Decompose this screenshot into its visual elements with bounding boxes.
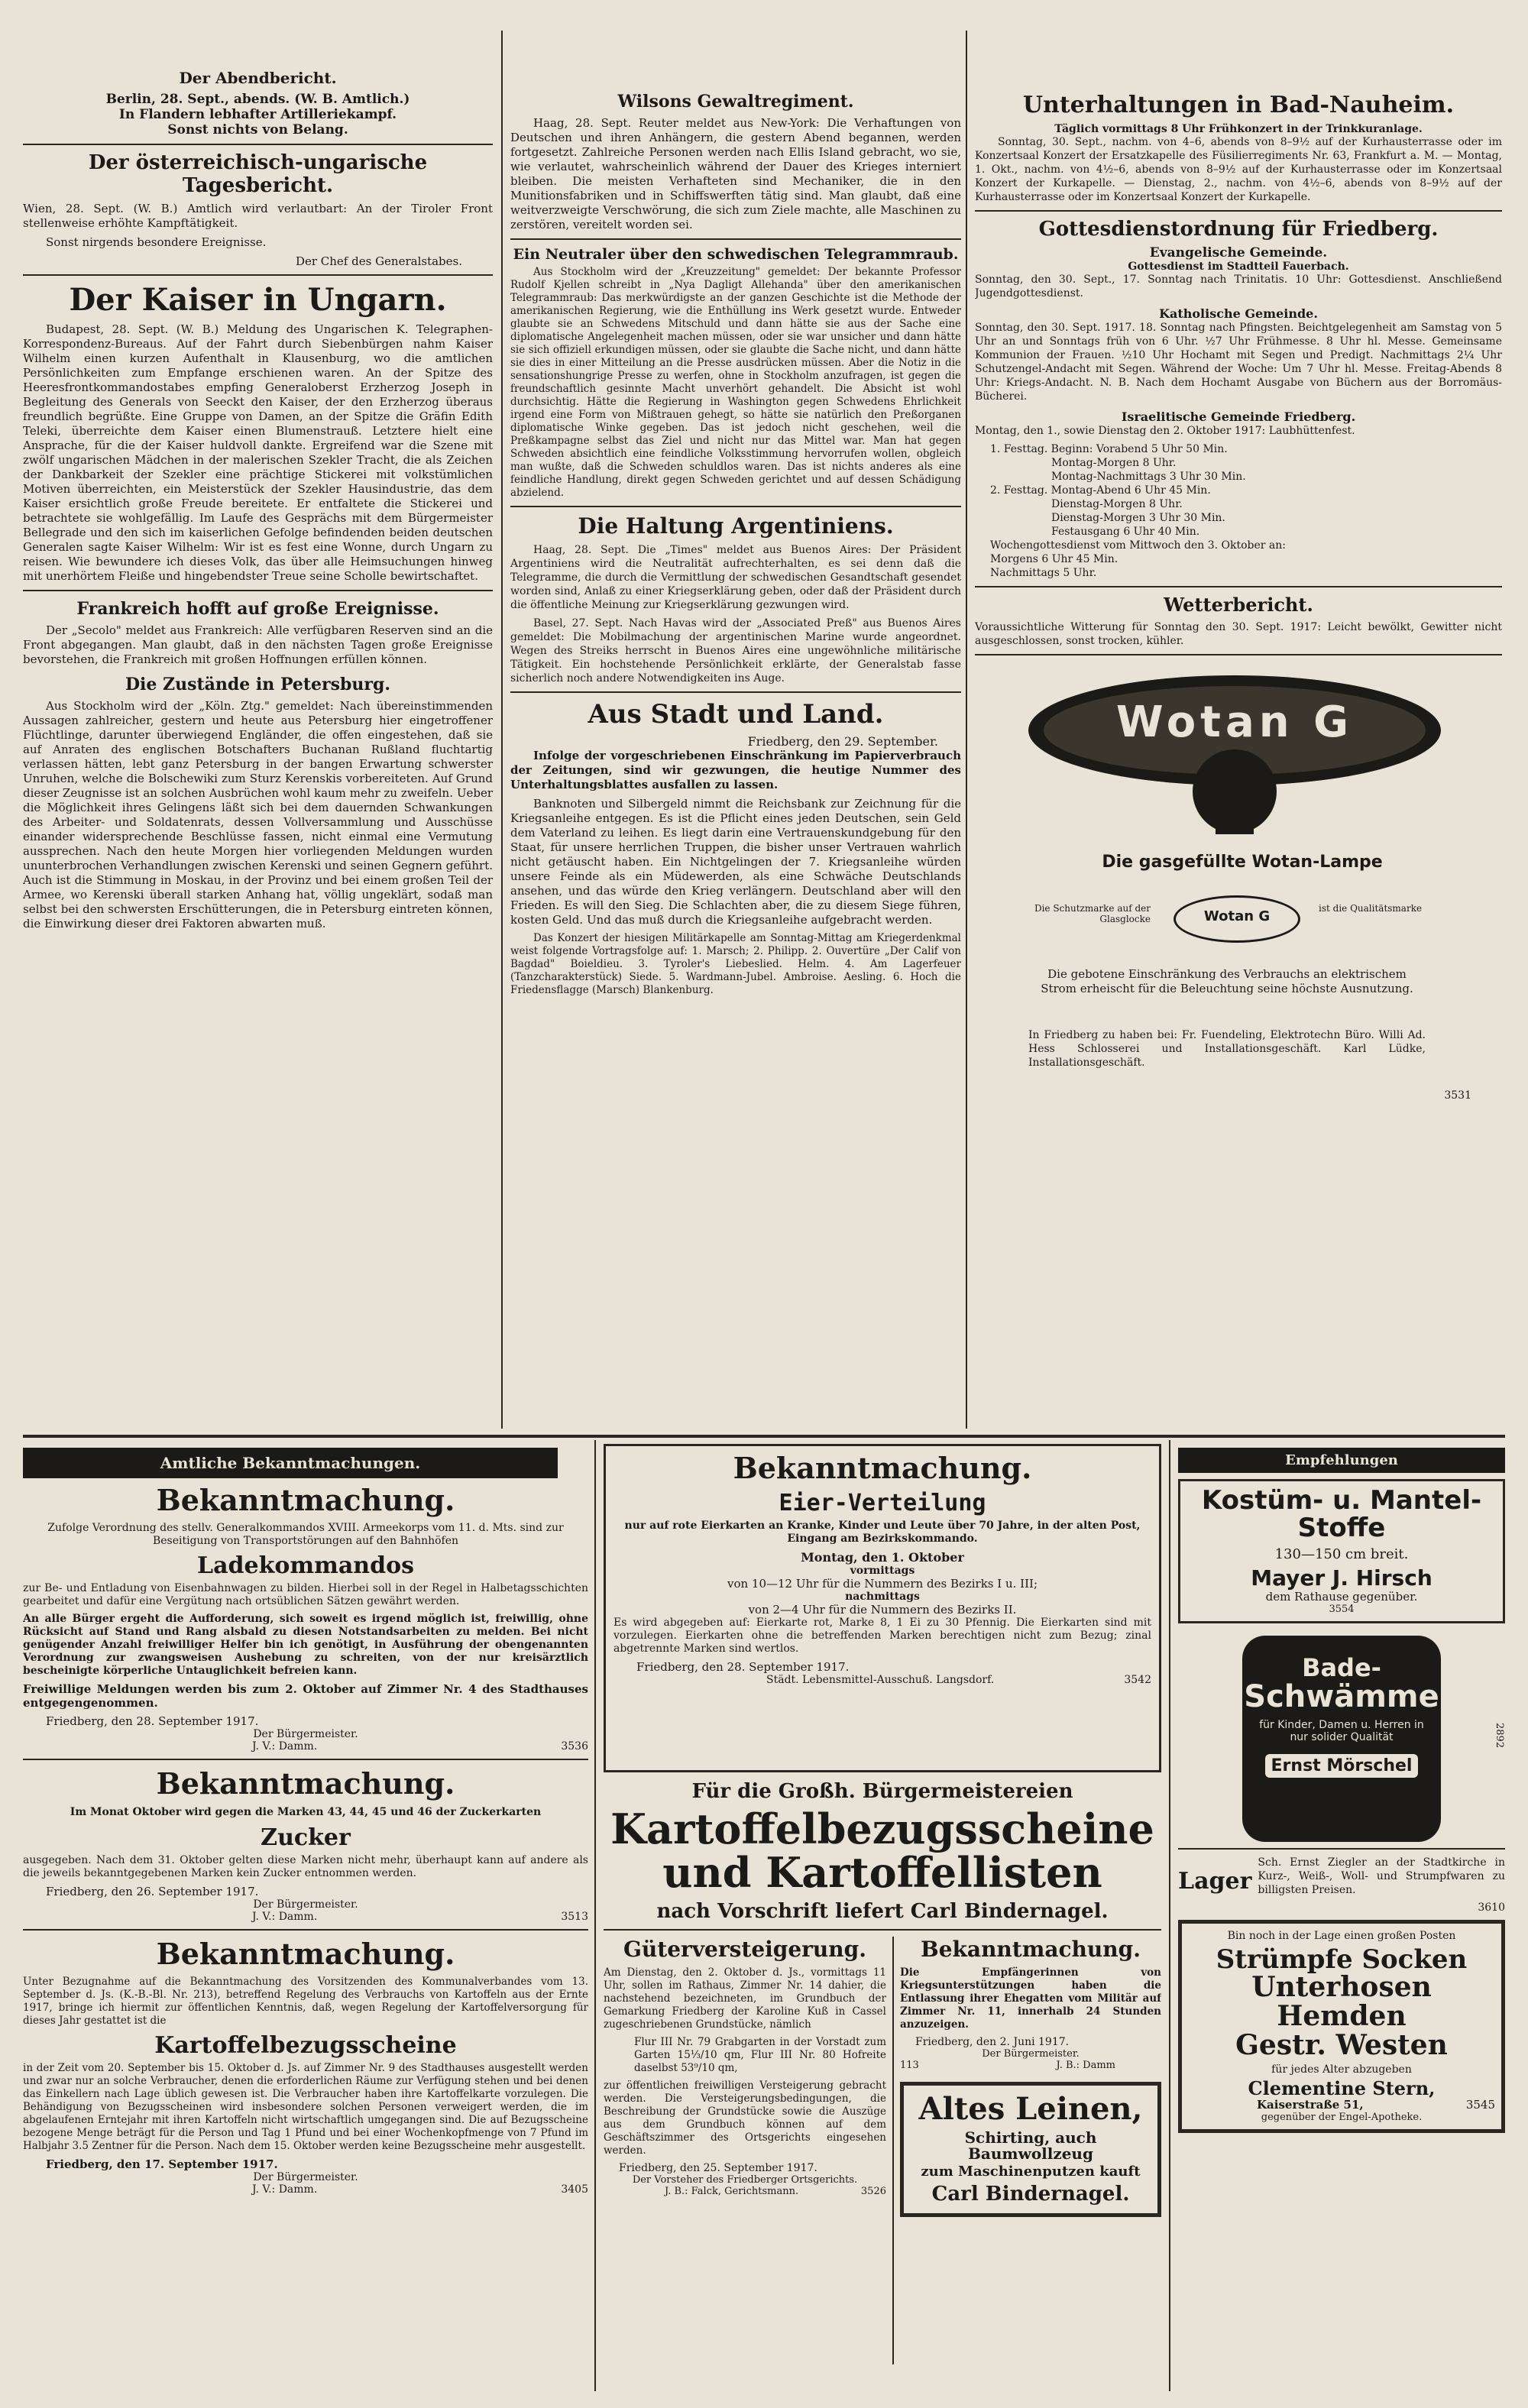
kaiser-text: Budapest, 28. Sept. (W. B.) Meldung des Ungarischen K. Telegraphen-Korrespondenz-Bureaus. Auf der Fahrt durch Siebenbürgen nahm Kaiser Wilhelm einen kurzen Aufenthalt in Klausenburg, wo die amtlichen Persönlichkeiten zum Empfange erschienen waren. An der Spitze des Heeresfrontkommandostabes empfing Generaloberst Erzherzog Joseph in Begleitung des Generals von Seeckt den Kaiser, der den Erzherzog überaus freundlich begrüßte. Eine Gruppe von Damen, an der Spitze die Gräfin Edith Teleki, überreichte dem Kaiser einen Blumenstrauß. Letztere hielt eine Ansprache, für die der Kaiser huldvoll dankte. Ergreifend war die Szene mit zwölf ungarischen Mädchen in der malerischen Szekler Tracht, die als Zeichen der Dankbarkeit der Szekler eine prächtige Stickerei mit volkstümlichen Motiven überreichten, ein Meisterstück der Szekler Hausindustrie, das dem Kaiser ersichtlich große Freude bereitete. Er entfaltete die Stickerei und betrachtete sie wohlgefällig. Im Laufe des Gesprächs mit dem Bürgermeister Bellegrade und den sich im kaiserlichen Gefolge befindenden beiden deutschen Generalen sagte Kaiser Wilhelm: Wir ist es fest eine Wonne, durch Ungarn zu reisen. Wie bewundere ich dieses Volk, das über alle Heimsuchungen hinweg mit unerhörtem Fleiße und hingebendster Treue seine Scholle bewirtschaftet. — [23, 322, 493, 583]
stadt-title: Aus Stadt und Land. — [588, 699, 884, 730]
divider — [510, 506, 961, 507]
gueter-date: Friedberg, den 25. September 1917. — [619, 2162, 817, 2175]
column-middle — [510, 92, 961, 1429]
str-name: Clementine Stern, — [1248, 2076, 1436, 2099]
bek4-sign: Der Bürgermeister. — [982, 2048, 1080, 2060]
gueter-text: Flur III Nr. 79 Grabgarten in der Vorstadt zum Garten 15⅓/10 qm, Flur III Nr. 80 Hofreite daselbst 53⁹/10 qm, — [634, 2036, 886, 2075]
str-head: Strümpfe Socken — [1216, 1944, 1468, 1975]
b2-sign: J. V.: Damm. — [252, 1911, 318, 1923]
eier-head: Eier-Verteilung — [779, 1490, 986, 1516]
b3-date: Friedberg, den 17. September 1917. — [46, 2157, 278, 2171]
wotan-mark-left: Die Schutzmarke auf der Glasglocke — [1034, 903, 1151, 924]
leinen-ad — [900, 2082, 1161, 2216]
kaiser-title: Der Kaiser in Ungarn. — [69, 282, 447, 318]
ad-number: 2892 — [1494, 1723, 1505, 1749]
lager-text: Sch. Ernst Ziegler an der Stadtkirche in Kurz-, Weiß-, Woll- und Strumpfwaren zu billigsten Preisen. — [1258, 1856, 1505, 1896]
gueter-text: zur öffentlichen freiwilligen Versteigerung gebracht werden. Die Versteigerungsbedingungen, die Beschreibung der Grundstücke sowie die Auszüge aus dem Grundbuch können auf dem Geschäftszimmer des Ortsgerichts eingesehen werden. — [604, 2079, 886, 2157]
argent-text: Basel, 27. Sept. Nach Havas wird der „Associated Preß" aus Buenos Aires gemeldet: Die Mobilmachung der argentinischen Marine wurde angeordnet. Wegen des Streiks herrscht in Buenos Aires eine ungewöhnliche militärische Tätigkeit. Ein hochstehende Persönlichkeit erklärte, der Generalstab fasse sicherlich noch andere Notwendigkeiten ins Auge. — [510, 617, 961, 685]
column-rule — [1169, 1440, 1170, 2391]
isr-text: Montag, den 1., sowie Dienstag den 2. Oktober 1917: Laubhüttenfest. — [975, 425, 1355, 437]
lower-mid-right — [900, 1937, 1161, 2364]
b1-date: Friedberg, den 28. September 1917. — [46, 1714, 259, 1728]
ad-number: 3536 — [561, 1740, 588, 1753]
isr-line: 1. Festtag. Beginn: Vorabend 5 Uhr 50 Min. — [990, 443, 1228, 455]
wotan-ad — [975, 662, 1502, 1135]
ad-number: 3531 — [1444, 1089, 1471, 1102]
b1-head: Ladekommandos — [196, 1552, 414, 1579]
str-addr: Kaiserstraße 51, — [1257, 2098, 1364, 2112]
b3-text: in der Zeit vom 20. September bis 15. Oktober d. Js. auf Zimmer Nr. 9 des Stadthauses ausgestellt werden und zwar nur an solche Verbraucher, denen die erforderlichen Räume zur Verfügung stehen und bei denen das Einkellern nach Lage üblich gewesen ist. Die Verbraucher haben ihre Kartoffelkarte vorzulegen. Die Behändigung von Bezugsscheinen wird insbesondere solchen Personen verweigert werden, die im abgelaufenen Erntejahr mit ihren Kartoffeln nicht wirtschaftlich umgegangen sind. Die auf Bezugsscheine bezogene Menge beträgt für die Person und Tag 1 Pfund und bei einer Wochenkopfmenge von 7 Pfund im Halbjahr 3.5 Zentner für die Person. Nach dem 15. Oktober werden keine Bezugsscheine mehr ausgestellt. — [23, 2062, 588, 2152]
lager-word: Lager — [1178, 1867, 1252, 1895]
str-text: für jedes Alter abzugeben — [1271, 2063, 1412, 2076]
wetter-text: Voraussichtliche Witterung für Sonntag den 30. Sept. 1917: Leicht bewölkt, Gewitter nicht ausgeschlossen, sonst trocken, kühler. — [975, 621, 1502, 647]
divider — [23, 144, 493, 145]
section-rule — [23, 1435, 1505, 1438]
str-addr: gegenüber der Engel-Apotheke. — [1261, 2112, 1423, 2124]
kath-title: Katholische Gemeinde. — [1159, 306, 1318, 321]
eier-text: von 2—4 Uhr für die Nummern des Bezirks II. — [748, 1603, 1017, 1617]
bek4-text: Die Empfängerinnen von Kriegsunterstützungen haben die Entlassung ihrer Ehegatten vom Militär auf Zimmer Nr. 11, innerhalb 24 Stunden anzuzeigen. — [900, 1966, 1161, 2031]
kostuem-head: Kostüm- u. Mantel-Stoffe — [1201, 1485, 1482, 1543]
abend-title: Der Abendbericht. — [179, 69, 337, 87]
gueter-sign: J. B.: Falck, Gerichtsmann. — [665, 2186, 799, 2198]
eier-day: Montag, den 1. Oktober — [801, 1550, 964, 1565]
wotan-mark-logo: Wotan G — [1174, 895, 1300, 943]
eier-label: nachmittags — [845, 1591, 920, 1603]
b2-date: Friedberg, den 26. September 1917. — [46, 1885, 259, 1898]
b2-sign: Der Bürgermeister. — [253, 1898, 358, 1911]
divider — [975, 586, 1502, 587]
empfehlungen-bar: Empfehlungen — [1178, 1448, 1505, 1473]
divider — [23, 590, 493, 591]
b1-text: zur Be- und Entladung von Eisenbahnwagen zu bilden. Hierbei soll in der Regel in Halbetagsschichten gearbeitet und dafür eine Vergütung nach ortsüblichen Sätzen gewährt werden. — [23, 1582, 588, 1607]
isr-line: Dienstag-Morgen 8 Uhr. — [1051, 498, 1183, 510]
lower-middle — [604, 1444, 1161, 2391]
eier-notice — [604, 1444, 1161, 1772]
str-head: Gestr. Westen — [1235, 2029, 1448, 2062]
gueter-notice — [604, 1937, 886, 2364]
wilson-text: Haag, 28. Sept. Reuter meldet aus New-York: Die Verhaftungen von Deutschen und ihren Anhängern, die gestern Abend begannen, werden fortgesetzt. Zahlreiche Personen werden nach Ellis Island gebracht, wo sie, wie verlautet, wahrscheinlich während der Dauer des Krieges interniert bleiben. Die meisten Verhafteten sind Mechaniker, die in den Munitionsfabriken und in Schiffswerften tätig sind. Man glaubt, daß eine weitverzweigte Verschwörung, die sich zum Ziele machte, alle Maschinen zu zerstören, vereitelt worden sei. — [510, 116, 961, 231]
strumpf-ad — [1178, 1920, 1505, 2133]
argent-title: Die Haltung Argentiniens. — [578, 513, 894, 539]
bek4-title: Bekanntmachung. — [921, 1937, 1141, 1963]
divider — [23, 274, 493, 276]
abend-line: In Flandern lebhafter Artilleriekampf. — [118, 107, 397, 122]
eier-text: Es wird abgegeben auf: Eierkarte rot, Marke 8, 1 Ei zu 30 Pfennig. Die Eierkarten sind mit vorzulegen. Eierkarten ohne die betreffenden Marken berechtigen nicht zum Bezug; zinal abgetrennte Marken sind wertlos. — [613, 1617, 1151, 1655]
b2-title: Bekanntmachung. — [156, 1766, 455, 1801]
abend-line: Berlin, 28. Sept., abends. (W. B. Amtlich.) — [105, 92, 410, 107]
divider — [23, 1929, 588, 1931]
wotan-tagline: Die gasgefüllte Wotan-Lampe — [1102, 853, 1383, 872]
bade-head: Schwämme — [1244, 1679, 1439, 1715]
b3-text: Unter Bezugnahme auf die Bekanntmachung des Vorsitzenden des Kommunalverbandes vom 13. September d. Js. (K.-B.-Bl. Nr. 213), betreffend Regelung des Verbrauchs von Kartoffeln aus der Ernte 1917, bringe ich hiermit zur öffentlichen Kenntnis, daß, wegen Regelung der Kartoffelversorgung für dieses Jahr gestattet ist die — [23, 1976, 588, 2027]
isr-line: Nachmittags 5 Uhr. — [990, 567, 1097, 579]
column-rule — [594, 1440, 596, 2391]
eier-text: von 10—12 Uhr für die Nummern des Bezirks I u. III; — [727, 1577, 1038, 1591]
gueter-title: Güterversteigerung. — [623, 1937, 866, 1963]
bek4-sign: J. B.: Damm — [1056, 2060, 1115, 2072]
leinen-text: zum Maschinenputzen kauft — [921, 2164, 1141, 2180]
eier-date: Friedberg, den 28. September 1917. — [636, 1660, 850, 1674]
b3-sign: J. V.: Damm. — [252, 2183, 318, 2196]
kostuem-ad — [1178, 1479, 1505, 1623]
b1-text: Zufolge Verordnung des stellv. Generalkommandos XVIII. Armeekorps vom 11. d. Mts. sind zur Beseitigung von Transportstörungen auf den Bahnhöfen — [47, 1522, 564, 1547]
column-rule — [501, 31, 503, 1429]
wotan-mark-row — [998, 891, 1487, 944]
gueter-sign: Der Vorsteher des Friedberger Ortsgerichts. — [632, 2174, 858, 2186]
ad-number: 3545 — [1465, 2098, 1495, 2112]
kostuem-addr: dem Rathause gegenüber. — [1265, 1589, 1418, 1604]
bade-text: für Kinder, Damen u. Herren in nur solider Qualität — [1259, 1719, 1424, 1744]
ad-number: 3554 — [1329, 1603, 1355, 1615]
neutral-title: Ein Neutraler über den schwedischen Telegrammraub. — [513, 246, 959, 263]
stadt-text: Banknoten und Silbergeld nimmt die Reichsbank zur Zeichnung für die Kriegsanleihe entgegen. Es ist die Pflicht eines jeden Deutschen, sein Geld dem Vaterland zu leihen. Es liegt darin eine Vertrauenskundgebung für den Staat, für unsere herrlichen Truppen, die bisher unser Vertrauen wahrlich nicht getäuscht haben. Ein Nichtgelingen der 7. Kriegsanleihe würden unsere Feinde als ein Müdewerden, als eine Schwäche Deutschlands ansehen, und das würde den Krieg verlängern. Deutschland aber will den Frieden. Es will den Sieg. Die Schlachten aber, die zu diesem Siege führen, kosten Geld. Und das muß durch die Kriegsanleihe aufgebracht werden. — [510, 797, 961, 927]
ad-number: 3610 — [1478, 1901, 1505, 1914]
stadt-date: Friedberg, den 29. September. — [747, 734, 938, 749]
b2-head: Zucker — [261, 1824, 351, 1851]
divider — [1178, 1848, 1505, 1850]
isr-line: 2. Festtag. Montag-Abend 6 Uhr 45 Min. — [990, 484, 1211, 497]
bade-name: Ernst Mörschel — [1265, 1754, 1418, 1778]
oesterr-signature: Der Chef des Generalstabes. — [295, 254, 462, 268]
bade-ad — [1242, 1636, 1441, 1842]
gueter-text: Am Dienstag, den 2. Oktober d. Js., vormittags 11 Uhr, sollen im Rathaus, Zimmer Nr. 14 dahier, die nachstehend bezeichneten, im Grundbuch der Gemarkung Friedberg der Karoline Kuß in Cassel zugeschriebenen Grundstücke, nämlich — [604, 1966, 886, 2031]
b1-text: Freiwillige Meldungen werden bis zum 2. Oktober auf Zimmer Nr. 4 des Stadthauses entgegengenommen. — [23, 1682, 588, 1710]
amtliche-section — [23, 1448, 588, 2391]
wilson-title: Wilsons Gewaltregiment. — [617, 92, 854, 112]
isr-line: Dienstag-Morgen 3 Uhr 30 Min. — [1051, 512, 1225, 524]
divider — [510, 238, 961, 240]
oesterr-text: Wien, 28. Sept. (W. B.) Amtlich wird verlautbart: An der Tiroler Front stellenweise erhöhte Kampftätigkeit. — [23, 202, 493, 230]
empfehlungen-section — [1178, 1448, 1505, 2391]
str-text: Bin noch in der Lage einen großen Posten — [1227, 1929, 1456, 1942]
ev-text: Sonntag, den 30. Sept., 17. Sonntag nach Trinitatis. 10 Uhr: Gottesdienst. Anschließend Jugendgottesdienst. — [975, 273, 1502, 299]
peters-title: Die Zustände in Petersburg. — [125, 675, 391, 694]
eier-sign: Städt. Lebensmittel-Ausschuß. Langsdorf. — [766, 1674, 995, 1686]
kart-head: und Kartoffellisten — [662, 1847, 1102, 1897]
leinen-name: Carl Bindernagel. — [931, 2183, 1130, 2206]
column-rule — [966, 31, 967, 1429]
isr-schedule — [975, 442, 1502, 580]
b2-text: Im Monat Oktober wird gegen die Marken 43, 44, 45 und 46 der Zuckerkarten — [70, 1806, 542, 1818]
kath-text: Sonntag, den 30. Sept. 1917. 18. Sonntag nach Pfingsten. Beichtgelegenheit am Samstag von 5 Uhr an und Sonntags früh von 6 Uhr. ½7 Uhr Frühmesse. 8 Uhr hl. Messe. Gemeinsame Kommunion der Frauen. ½10 Uhr Hochamt mit Segen und Predigt. Nachmittags 2¼ Uhr Schutzengel-Andacht mit Segen. Während der Woche: Um 7 Uhr hl. Messe. Freitag-Abends 8 Uhr: Kriegs-Andacht. N. B. Nach dem Hochamt Ausgabe von Büchern aus der Borromäus-Bücherei. — [975, 322, 1502, 403]
column-right — [975, 92, 1502, 1429]
wetter-title: Wetterbericht. — [1164, 594, 1313, 616]
kostuem-name: Mayer J. Hirsch — [1251, 1565, 1432, 1591]
column-left — [23, 69, 493, 1429]
peters-text: Aus Stockholm wird der „Köln. Ztg." gemeldet: Nach übereinstimmenden Aussagen zahlreicher, gestern und heute aus Petersburg hier eingetroffener Flüchtlinge, darunter überwiegend Engländer, die offen eingestehen, daß sie auf Anraten des englischen Botschafters Buchanan Rußland fluchtartig verlassen hätten, lebt ganz Petersburg in der bangen Erwartung schwerster Unruhen, welche die Bolschewiki zum Sturz Kerenskis vorbereiteten. Auf Grund dieser Zeugnisse ist an solchen Ausbrüchen wohl kaum mehr zu zweifeln. Ueber die Möglichkeit ihres Gelingens läßt sich bei dem dauernden Schwankungen des Arbeiter- und Soldatenrats, dessen Vollversammlung und Ausschüsse einander widersprechende Beschlüsse fassen, nicht einmal eine Vermutung aussprechen. Nach den heute Morgen hier vorliegenden Meldungen wurden ununterbrochen Verhandlungen zwischen Kerenski und seinen Gegnern geführt. Auch ist die Stimmung in Moskau, in der Provinz und bei einem großen Teil der Armee, wo Kerenski überall starken Anhang hat, völlig ungeklärt, sodaß man selbst bei den schwersten Erschütterungen, die in Petersburg eintreten können, die Einwirkung dieser drei Faktoren abwarten muß. — [23, 699, 493, 931]
wotan-text: Die gebotene Einschränkung des Verbrauchs an elektrischem Strom erheischt für die Beleuchtung seine höchste Ausnutzung. — [1041, 967, 1413, 995]
b1-sign: J. V.: Damm. — [252, 1740, 318, 1753]
frank-title: Frankreich hofft auf große Ereignisse. — [76, 599, 439, 619]
newspaper-page — [23, 31, 1505, 2391]
divider — [510, 691, 961, 693]
stadt-notice: Infolge der vorgeschriebenen Einschränkung im Papierverbrauch der Zeitungen, sind wir gezwungen, die heutige Nummer des Unterhaltungsblattes ausfallen zu lassen. — [510, 749, 961, 791]
isr-line: Morgens 6 Uhr 45 Min. — [990, 553, 1118, 565]
wotan-mark-right: ist die Qualitätsmarke — [1319, 903, 1423, 914]
ad-number: 3405 — [561, 2183, 588, 2196]
oesterr-text: Sonst nirgends besondere Ereignisse. — [46, 235, 267, 249]
b2-text: ausgegeben. Nach dem 31. Oktober gelten diese Marken nicht mehr, überhaupt kann auf andere als die jeweils bekanntgegebenen Marken kein Zucker entnommen werden. — [23, 1854, 588, 1879]
gottes-title: Gottesdienstordnung für Friedberg. — [1038, 218, 1439, 241]
b3-sign: Der Bürgermeister. — [253, 2171, 358, 2183]
str-head: Unterhosen — [1251, 1971, 1432, 2004]
unterh-text: Sonntag, 30. Sept., nachm. von 4–6, abends von 8–9½ auf der Kurhausterrasse oder im Konzertsaal Konzert der Ersatzkapelle des Füsilierregiments Nr. 63, Frankfurt a. M. — Montag, 1. Okt., nachm. von 4½–6, abends von 8–9½ auf der Kurhausterrasse oder im Konzertsaal Konzert der Kurkapelle. — Dienstag, 2., nachm. von 4½–6, abends von 8–9½ auf der Kurhausterrasse oder im Konzertsaal Konzert der Kurkapelle. — [975, 136, 1502, 203]
leinen-head: Altes Leinen, — [918, 2091, 1143, 2128]
frank-text: Der „Secolo" meldet aus Frankreich: Alle verfügbaren Reserven sind an die Front abgegangen. Man glaubt, daß in den nächsten Tagen große Ereignisse bevorstehen, die Frankreich mit großen Hoffnungen erfüllen können. — [23, 623, 493, 666]
neutral-text: Aus Stockholm wird der „Kreuzzeitung" gemeldet: Der bekannte Professor Rudolf Kjellen schreibt in „Nya Dagligt Allehanda" über den amerikanischen Telegrammraub: Das merkwürdigste an der ganzen Geschichte ist die Methode der amerikanischen Regierung, wie die Enthüllung ins Werk gesetzt wurde. Entweder glaubte sie an Schwedens Mitschuld und dann hätte sie aus der Sache eine diplomatische Angelegenheit machen müssen, oder sie war unsicher und dann hätte sie sich offiziell erkundigen müssen, oder sie glaubte die Sache nicht, und dann hätte sie dies in einer Mitteilung an die Presse ausdrücken müssen. Aber die Notiz in die sensationshungrige Presse zu werfen, ohne in Stockholm anzufragen, ist gegen die freundschaftlich gesinnte Macht unverhört gehandelt. Die Absicht ist wohl durchsichtig. Hätte die Regierung in Washington gegen Schwedens Ehrlichkeit irgend eine Form von Mißtrauen gehegt, so hätte sie natürlich den Preßorganen diplomatische Winke gegeben. Das ist jedoch nicht geschehen, weil die Preßkampagne selbst das Ziel und nicht nur das Mittel war. Man hat gegen Schweden absichtlich eine feindliche Volksstimmung hervorrufen wollen, obgleich man wußte, daß die Schweden schuldlos waren. Das ist nichts anderes als eine feindliche Handlung, direkt gegen Schweden gerichtet und auf dessen Schädigung abzielend. — [510, 266, 961, 499]
amtliche-bar: Amtliche Bekanntmachungen. — [23, 1448, 558, 1478]
kart-pre: Für die Großh. Bürgermeistereien — [691, 1780, 1073, 1803]
divider — [604, 1929, 1161, 1931]
ev-sub: Gottesdienst im Stadtteil Fauerbach. — [1128, 261, 1349, 273]
stadt-text: Das Konzert der hiesigen Militärkapelle am Sonntag-Mittag am Kriegerdenkmal weist folgende Vortragsfolge auf: 1. Marsch; 2. Philipp. 2. Ouvertüre „Der Calif von Bagdad" Boieldieu. 3. Tyroler's Liebeslied. Helm. 4. Am Lagerfeuer (Tanzcharakterstück) Siede. 5. Wardmann-Jubel. Ambroise. Aesling. 6. Hoch die Friedensflagge (Marsch) Blankenburg. — [510, 932, 961, 996]
argent-text: Haag, 28. Sept. Die „Times" meldet aus Buenos Aires: Der Präsident Argentiniens wird die Neutralität aufrechterhalten, es sei denn daß die Telegramme, die durch die Vermittlung der schwedischen Gesandtschaft gesendet worden sind, Anlaß zu einer Kriegserklärung geben, oder daß der Präsident durch die öffentliche Meinung zur Kriegserklärung gezwungen wird. — [510, 544, 961, 611]
ad-number: 3526 — [860, 2186, 886, 2198]
oesterr-title: Der österreichisch-ungarische Tagesbericht. — [88, 151, 428, 197]
kart-post: nach Vorschrift liefert Carl Bindernagel. — [656, 1900, 1109, 1924]
eier-title: Bekanntmachung. — [733, 1451, 1032, 1485]
column-rule — [892, 1937, 894, 2364]
str-head: Hemden — [1277, 2000, 1407, 2033]
bade-head: Bade- — [1302, 1652, 1381, 1682]
bek4-date: Friedberg, den 2. Juni 1917. — [915, 2036, 1070, 2049]
divider — [975, 210, 1502, 212]
leinen-text: Schirting, auch Baumwollzeug — [964, 2128, 1097, 2164]
kostuem-text: 130—150 cm breit. — [1274, 1546, 1409, 1563]
b1-title: Bekanntmachung. — [156, 1483, 455, 1517]
unterh-title: Unterhaltungen in Bad-Nauheim. — [1022, 92, 1455, 118]
eier-label: vormittags — [850, 1565, 915, 1577]
unterh-sub: Täglich vormittags 8 Uhr Frühkonzert in der Trinkkuranlage. — [1054, 123, 1423, 135]
isr-line: Festausgang 6 Uhr 40 Min. — [1051, 526, 1200, 538]
divider — [23, 1759, 588, 1760]
b1-text: An alle Bürger ergeht die Aufforderung, sich soweit es irgend möglich ist, freiwillig, ohne Rücksicht auf Stand und Rang alsbald zu diesen Notstandsarbeiten zu melden. Bei nicht genügender Anzahl freiwilliger Helfer bin ich genötigt, in Ausführung der obengenannten Verordnung zur zwangsweisen Aushebung zu schreiten, von der nur kreisärztlich bescheinigte körperliche Untauglichkeit befreien kann. — [23, 1613, 588, 1677]
wotan-logo: Wotan G — [1115, 697, 1354, 747]
isr-title: Israelitische Gemeinde Friedberg. — [1121, 409, 1356, 424]
b3-head: Kartoffelbezugsscheine — [154, 2032, 457, 2059]
ad-number: 3513 — [561, 1911, 588, 1923]
ad-number: 3542 — [1124, 1674, 1151, 1686]
eier-text: nur auf rote Eierkarten an Kranke, Kinder und Leute über 70 Jahre, in der alten Post, Eingang am Bezirkskommando. — [624, 1520, 1141, 1545]
isr-line: Montag-Nachmittags 3 Uhr 30 Min. — [1051, 471, 1246, 483]
kart-head: Kartoffelbezugsscheine — [610, 1804, 1154, 1853]
ad-number: 113 — [900, 2060, 919, 2072]
wotan-dealers: In Friedberg zu haben bei: Fr. Fuendeling, Elektrotechn Büro. Willi Ad. Hess Schlosserei und Installationsgeschäft. Karl Lüdke, Installationsgeschäft. — [1028, 1029, 1426, 1069]
isr-line: Montag-Morgen 8 Uhr. — [1051, 457, 1177, 469]
lager-ad — [1178, 1856, 1505, 1901]
wotan-lamp-icon — [1021, 662, 1449, 837]
b3-title: Bekanntmachung. — [156, 1937, 455, 1971]
b1-sign: Der Bürgermeister. — [253, 1728, 358, 1740]
abend-line: Sonst nichts von Belang. — [167, 122, 348, 138]
divider — [975, 654, 1502, 655]
isr-line: Wochengottesdienst vom Mittwoch den 3. Oktober an: — [990, 539, 1286, 552]
ev-title: Evangelische Gemeinde. — [1149, 245, 1328, 261]
